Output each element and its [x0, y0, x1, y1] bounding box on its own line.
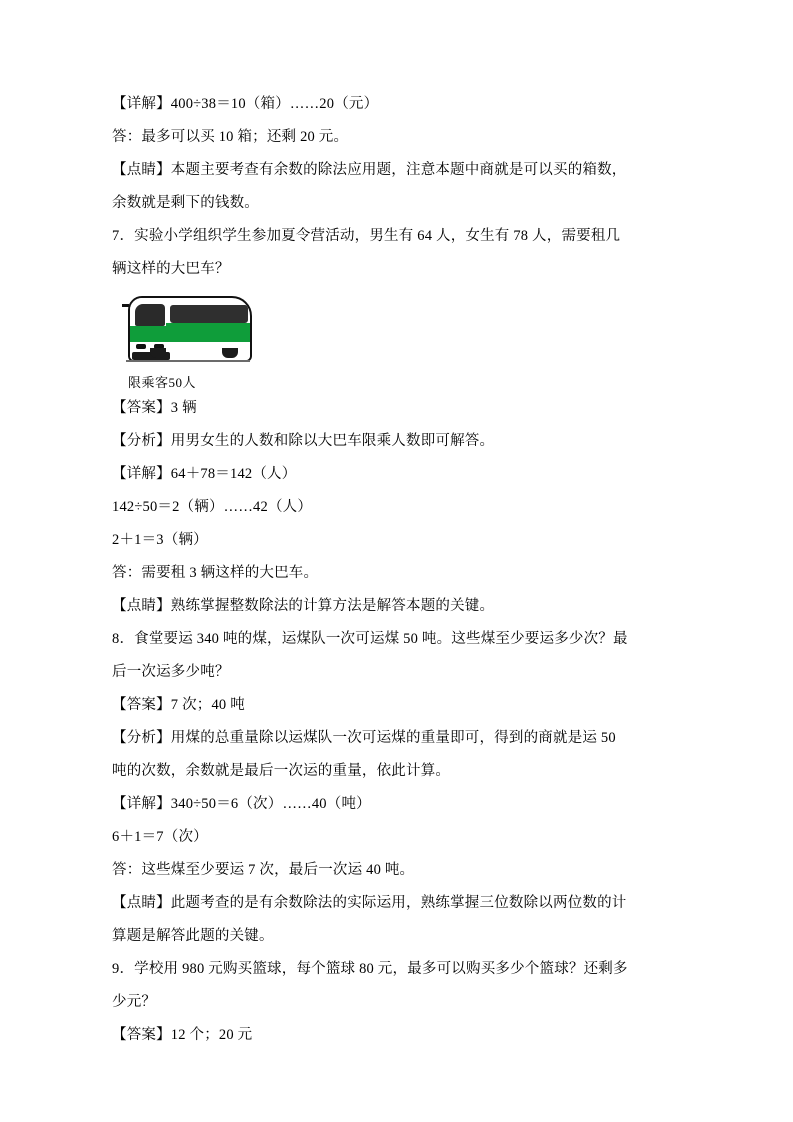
text-line: 【答案】12 个；20 元 — [112, 1027, 253, 1043]
text-line: 吨的次数，余数就是最后一次运的重量，依此计算。 — [112, 763, 451, 779]
text-line: 答：需要租 3 辆这样的大巴车。 — [112, 565, 319, 581]
text-line: 【答案】3 辆 — [112, 400, 197, 416]
text-line: 【详解】400÷38＝10（箱）……20（元） — [112, 96, 379, 112]
text-line: 【分析】用煤的总重量除以运煤队一次可运煤的重量即可，得到的商就是运 50 — [112, 730, 616, 746]
bus-mirror-icon — [122, 304, 129, 307]
bus-ground-line — [126, 360, 250, 362]
text-line: 142÷50＝2（辆）……42（人） — [112, 499, 313, 515]
bus-body — [128, 296, 252, 362]
text-line: 2＋1＝3（辆） — [112, 532, 208, 548]
text-line: 【点睛】此题考查的是有余数除法的实际运用，熟练掌握三位数除以两位数的计 — [112, 895, 627, 911]
text-line: 【详解】340÷50＝6（次）……40（吨） — [112, 796, 371, 812]
bus-side-window-icon — [170, 305, 248, 323]
bus-icon — [120, 292, 255, 374]
question-9-line: 9．学校用 980 元购买篮球，每个篮球 80 元，最多可以购买多少个篮球？还剩多 — [112, 961, 628, 977]
text-line: 答：最多可以买 10 箱；还剩 20 元。 — [112, 129, 349, 145]
bus-wheel-icon — [222, 348, 238, 358]
bus-windshield-icon — [135, 304, 165, 326]
text-line: 【详解】64＋78＝142（人） — [112, 466, 297, 482]
text-line: 【点睛】熟练掌握整数除法的计算方法是解答本题的关键。 — [112, 598, 495, 614]
bus-stripe — [130, 326, 250, 342]
question-9-line: 少元？ — [112, 994, 157, 1010]
text-line: 余数就是剩下的钱数。 — [112, 195, 259, 211]
text-line: 【点睛】本题主要考查有余数的除法应用题，注意本题中商就是可以买的箱数， — [112, 162, 627, 178]
bus-headlight-icon — [136, 344, 146, 349]
text-line: 【答案】7 次；40 吨 — [112, 697, 245, 713]
bus-wheel-icon — [150, 348, 166, 358]
text-line: 算题是解答此题的关键。 — [112, 928, 274, 944]
text-line: 6＋1＝7（次） — [112, 829, 208, 845]
text-line: 答：这些煤至少要运 7 次，最后一次运 40 吨。 — [112, 862, 415, 878]
document-body — [112, 88, 682, 1052]
bus-caption: 限乘客50人 — [128, 375, 197, 390]
question-8-line: 8．食堂要运 340 吨的煤，运煤队一次可运煤 50 吨。这些煤至少要运多少次？最 — [112, 631, 628, 647]
question-7-line: 7．实验小学组织学生参加夏令营活动，男生有 64 人，女生有 78 人，需要租几 — [112, 228, 621, 244]
question-7-line: 辆这样的大巴车？ — [112, 261, 230, 277]
text-line: 【分析】用男女生的人数和除以大巴车限乘人数即可解答。 — [112, 433, 495, 449]
question-8-line: 后一次运多少吨？ — [112, 664, 230, 680]
bus-figure — [112, 292, 682, 392]
